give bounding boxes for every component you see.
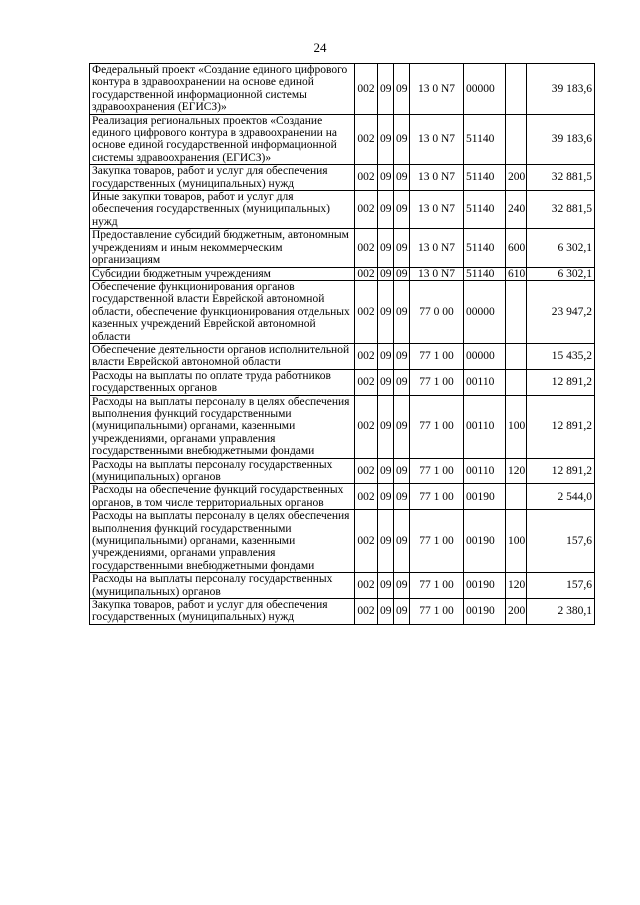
expense-type-code [506, 64, 527, 115]
program-code: 77 1 00 [410, 369, 464, 395]
program-code: 77 1 00 [410, 343, 464, 369]
program-code: 77 0 00 [410, 280, 464, 343]
expense-type-code [506, 114, 527, 165]
section-code: 09 [378, 165, 394, 191]
table-row [90, 114, 595, 165]
row-name: Федеральный проект «Создание единого цифрового контура в здравоохранении на основе единой государственной информационной системы здравоохранения (ЕГИСЗ)» [90, 64, 355, 115]
row-name: Субсидии бюджетным учреждениям [90, 267, 355, 280]
ministry-code: 002 [355, 64, 378, 115]
subsection-code: 09 [394, 280, 410, 343]
direction-code: 00000 [464, 280, 506, 343]
subsection-code: 09 [394, 599, 410, 625]
direction-code: 00190 [464, 599, 506, 625]
subsection-code: 09 [394, 458, 410, 484]
program-code: 13 0 N7 [410, 114, 464, 165]
expense-type-code [506, 280, 527, 343]
table-row [90, 191, 595, 229]
row-name: Обеспечение деятельности органов исполнительной власти Еврейской автономной области [90, 343, 355, 369]
table-row [90, 395, 595, 458]
direction-code: 51140 [464, 191, 506, 229]
ministry-code: 002 [355, 343, 378, 369]
expense-type-code [506, 343, 527, 369]
amount: 39 183,6 [527, 114, 595, 165]
amount: 12 891,2 [527, 369, 595, 395]
program-code: 13 0 N7 [410, 267, 464, 280]
subsection-code: 09 [394, 229, 410, 267]
table-row [90, 267, 595, 280]
subsection-code: 09 [394, 573, 410, 599]
direction-code: 51140 [464, 165, 506, 191]
program-code: 13 0 N7 [410, 191, 464, 229]
row-name: Обеспечение функционирования органов государственной власти Еврейской автономной области, обеспечение функционирования отдельных казенных учреждений Еврейской автономной области [90, 280, 355, 343]
section-code: 09 [378, 64, 394, 115]
direction-code: 00190 [464, 484, 506, 510]
program-code: 77 1 00 [410, 395, 464, 458]
expense-type-code: 100 [506, 510, 527, 573]
table-row [90, 573, 595, 599]
direction-code: 51140 [464, 267, 506, 280]
row-name: Иные закупки товаров, работ и услуг для обеспечения государственных (муниципальных) нужд [90, 191, 355, 229]
amount: 6 302,1 [527, 267, 595, 280]
amount: 2 380,1 [527, 599, 595, 625]
row-name: Расходы на выплаты персоналу государственных (муниципальных) органов [90, 573, 355, 599]
table-row [90, 510, 595, 573]
subsection-code: 09 [394, 191, 410, 229]
subsection-code: 09 [394, 64, 410, 115]
direction-code: 00110 [464, 369, 506, 395]
subsection-code: 09 [394, 395, 410, 458]
row-name: Расходы на выплаты персоналу в целях обеспечения выполнения функций государственными (муниципальными) органами, казенными учреждениями, органами управления государственными внебюджетными фондами [90, 395, 355, 458]
expense-type-code [506, 484, 527, 510]
section-code: 09 [378, 484, 394, 510]
program-code: 13 0 N7 [410, 229, 464, 267]
subsection-code: 09 [394, 484, 410, 510]
expense-type-code: 240 [506, 191, 527, 229]
table-row [90, 343, 595, 369]
direction-code: 00110 [464, 395, 506, 458]
ministry-code: 002 [355, 484, 378, 510]
section-code: 09 [378, 229, 394, 267]
ministry-code: 002 [355, 458, 378, 484]
program-code: 77 1 00 [410, 458, 464, 484]
ministry-code: 002 [355, 395, 378, 458]
expense-type-code: 200 [506, 165, 527, 191]
section-code: 09 [378, 280, 394, 343]
amount: 157,6 [527, 573, 595, 599]
section-code: 09 [378, 369, 394, 395]
section-code: 09 [378, 191, 394, 229]
program-code: 77 1 00 [410, 510, 464, 573]
subsection-code: 09 [394, 114, 410, 165]
ministry-code: 002 [355, 510, 378, 573]
expense-type-code: 120 [506, 573, 527, 599]
section-code: 09 [378, 510, 394, 573]
program-code: 13 0 N7 [410, 64, 464, 115]
expense-type-code: 120 [506, 458, 527, 484]
amount: 15 435,2 [527, 343, 595, 369]
ministry-code: 002 [355, 267, 378, 280]
table-body [90, 64, 595, 625]
expense-type-code: 600 [506, 229, 527, 267]
amount: 23 947,2 [527, 280, 595, 343]
section-code: 09 [378, 573, 394, 599]
ministry-code: 002 [355, 573, 378, 599]
row-name: Расходы на выплаты по оплате труда работников государственных органов [90, 369, 355, 395]
program-code: 13 0 N7 [410, 165, 464, 191]
subsection-code: 09 [394, 343, 410, 369]
budget-table [89, 63, 595, 625]
program-code: 77 1 00 [410, 484, 464, 510]
direction-code: 00000 [464, 343, 506, 369]
direction-code: 00000 [464, 64, 506, 115]
direction-code: 00190 [464, 510, 506, 573]
amount: 32 881,5 [527, 191, 595, 229]
table-row [90, 280, 595, 343]
amount: 157,6 [527, 510, 595, 573]
ministry-code: 002 [355, 229, 378, 267]
table-row [90, 165, 595, 191]
section-code: 09 [378, 599, 394, 625]
table-row [90, 64, 595, 115]
section-code: 09 [378, 267, 394, 280]
row-name: Закупка товаров, работ и услуг для обеспечения государственных (муниципальных) нужд [90, 599, 355, 625]
amount: 12 891,2 [527, 458, 595, 484]
expense-type-code: 100 [506, 395, 527, 458]
table-row [90, 229, 595, 267]
row-name: Предоставление субсидий бюджетным, автономным учреждениям и иным некоммерческим организациям [90, 229, 355, 267]
expense-type-code: 200 [506, 599, 527, 625]
table-row [90, 484, 595, 510]
expense-type-code: 610 [506, 267, 527, 280]
subsection-code: 09 [394, 267, 410, 280]
direction-code: 00110 [464, 458, 506, 484]
section-code: 09 [378, 458, 394, 484]
section-code: 09 [378, 395, 394, 458]
subsection-code: 09 [394, 510, 410, 573]
expense-type-code [506, 369, 527, 395]
ministry-code: 002 [355, 369, 378, 395]
ministry-code: 002 [355, 599, 378, 625]
subsection-code: 09 [394, 369, 410, 395]
row-name: Закупка товаров, работ и услуг для обеспечения государственных (муниципальных) нужд [90, 165, 355, 191]
ministry-code: 002 [355, 165, 378, 191]
section-code: 09 [378, 114, 394, 165]
table-row [90, 458, 595, 484]
direction-code: 00190 [464, 573, 506, 599]
amount: 2 544,0 [527, 484, 595, 510]
page-number: 24 [313, 40, 327, 55]
section-code: 09 [378, 343, 394, 369]
direction-code: 51140 [464, 114, 506, 165]
row-name: Расходы на выплаты персоналу государственных (муниципальных) органов [90, 458, 355, 484]
row-name: Расходы на выплаты персоналу в целях обеспечения выполнения функций государственными (муниципальными) органами, казенными учреждениями, органами управления государственными внебюджетными фондами [90, 510, 355, 573]
row-name: Расходы на обеспечение функций государственных органов, в том числе территориальных органов [90, 484, 355, 510]
program-code: 77 1 00 [410, 573, 464, 599]
table-row [90, 369, 595, 395]
table-row [90, 599, 595, 625]
amount: 6 302,1 [527, 229, 595, 267]
subsection-code: 09 [394, 165, 410, 191]
ministry-code: 002 [355, 280, 378, 343]
amount: 39 183,6 [527, 64, 595, 115]
amount: 32 881,5 [527, 165, 595, 191]
ministry-code: 002 [355, 114, 378, 165]
direction-code: 51140 [464, 229, 506, 267]
ministry-code: 002 [355, 191, 378, 229]
program-code: 77 1 00 [410, 599, 464, 625]
row-name: Реализация региональных проектов «Создание единого цифрового контура в здравоохранении на основе единой государственной информационной системы здравоохранения (ЕГИСЗ)» [90, 114, 355, 165]
amount: 12 891,2 [527, 395, 595, 458]
